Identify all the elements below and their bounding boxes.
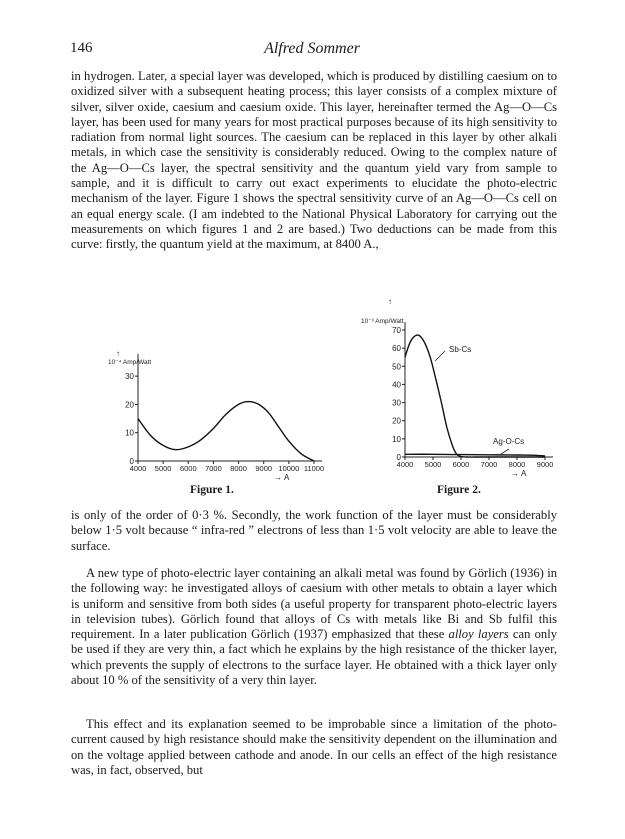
x-tick-label: 4000 (396, 460, 414, 469)
paragraph-3-emphasis: alloy layers (448, 627, 509, 642)
figure-1-chart (108, 338, 328, 498)
x-tick-label: 9000 (255, 464, 273, 473)
paragraph-3-text-a: A new type of photo-electric layer containing an alkali metal was found by Görlich (1936) in the following way: he investigated alloys of caesium with other metals to obtain a layer which is uniform and sensitive from both sides (a useful property for transparent photo-electric layers in television tubes). Görlich found that alloys of Cs with metals like Bi and Sb fulfil this requirement. In a later publication Görlich (1937) emphasized that these (71, 566, 557, 642)
paragraph-1: in hydrogen. Later, a special layer was developed, which is produced by distilling caesium on to oxidized silver with a subsequent heating process; this layer consists of a complex mixture of silver, silver oxide, caesium and caesium oxide. This layer, hereinafter termed the Ag—O—Cs layer, has been used for many years for most practical purposes because of its high sensitivity to radiation from normal light sources. The caesium can be replaced in this layer by other alkali metals, in which case the sensitivity is considerably reduced. Owing to the complex nature of the Ag—O—Cs layer, the spectral sensitivity and the quantum yield vary from sample to sample, and it is difficult to carry out exact experiments to elucidate the photo-electric mechanism of the layer. Figure 1 shows the spectral sensitivity curve of an Ag—O—Cs cell on an equal energy scale. (I am indebted to the National Physical Laboratory for carrying out the measurements on which figures 1 and 2 are based.) Two deductions can be made from this curve: firstly, the quantum yield at the maximum, at 8400 A., (71, 69, 557, 252)
x-tick-label: 4000 (129, 464, 147, 473)
paragraph-4: This effect and its explanation seemed to be improbable since a limitation of the photo-current caused by high resistance should make the sensitivity dependent on the illumination and on the voltage applied between cathode and anode. In our cells an effect of the high resistance was, in fact, observed, but (71, 717, 557, 777)
x-tick-label: 5000 (154, 464, 172, 473)
figure-2-caption: Figure 2. (437, 484, 481, 496)
paragraph-2: is only of the order of 0·3 %. Secondly, the work function of the layer must be considerably below 1·5 volt because “ infra-red ” electrons of less than 1·5 volt velocity are able to leave the surface. (71, 508, 557, 553)
y-axis-label: 10⁻⁴ Amp/Watt (108, 359, 152, 366)
figure-1-caption: Figure 1. (190, 484, 234, 496)
x-tick-label: 8000 (508, 460, 526, 469)
figure-2-chart (361, 292, 571, 502)
x-tick-label: 10000 (278, 464, 300, 473)
series-label: Sb-Cs (449, 345, 472, 354)
y-tick-label: 10 (125, 428, 134, 438)
y-tick-label: 0 (129, 457, 134, 466)
x-axis-arrow: → (274, 473, 282, 482)
y-axis-label: 10⁻³ Amp/Watt (361, 318, 404, 325)
y-tick-label: 30 (392, 398, 401, 408)
running-header (70, 40, 554, 60)
x-tick-label: 6000 (179, 464, 197, 473)
y-tick-label: 30 (125, 372, 134, 382)
y-tick-label: 70 (392, 326, 401, 335)
x-tick-label: 7000 (205, 464, 222, 473)
series-label-leader (501, 449, 509, 454)
y-tick-label: 60 (392, 344, 401, 354)
y-axis-arrow: ↑ (116, 349, 120, 358)
series-label: Ag-O-Cs (493, 437, 525, 446)
x-tick-label: 9000 (536, 460, 554, 469)
y-axis-arrow: ↑ (388, 297, 392, 306)
y-tick-label: 0 (396, 453, 401, 462)
page-number: 146 (70, 40, 93, 56)
figure-1 (108, 338, 328, 498)
y-tick-label: 20 (392, 416, 401, 426)
x-tick-label: 6000 (452, 460, 470, 469)
x-tick-label: 7000 (480, 460, 498, 469)
y-tick-label: 20 (125, 400, 134, 410)
y-tick-label: 50 (392, 362, 401, 372)
x-tick-label: 8000 (230, 464, 247, 473)
figure-2 (361, 292, 571, 502)
y-tick-label: 40 (392, 380, 401, 390)
x-tick-label: 11000 (303, 464, 325, 473)
paragraph-3-text-b: can only be used if they are very thin, a fact which he explains by the high resistance of the thicker layer, which prevents the supply of electrons to the surface layer. He obtained with a thick layer only about 10 % of the sensitivity of a very thin layer. (71, 627, 558, 688)
y-tick-label: 10 (392, 434, 401, 444)
series-line-2 (405, 454, 545, 456)
running-author: Alfred Sommer (264, 40, 360, 57)
x-axis-label: A (284, 473, 290, 482)
series-label-leader (435, 351, 445, 361)
x-axis-label: A (521, 469, 527, 478)
x-axis-arrow: → (511, 469, 519, 478)
x-tick-label: 5000 (424, 460, 442, 469)
paragraph-3 (71, 566, 557, 688)
series-line-1 (138, 402, 314, 461)
